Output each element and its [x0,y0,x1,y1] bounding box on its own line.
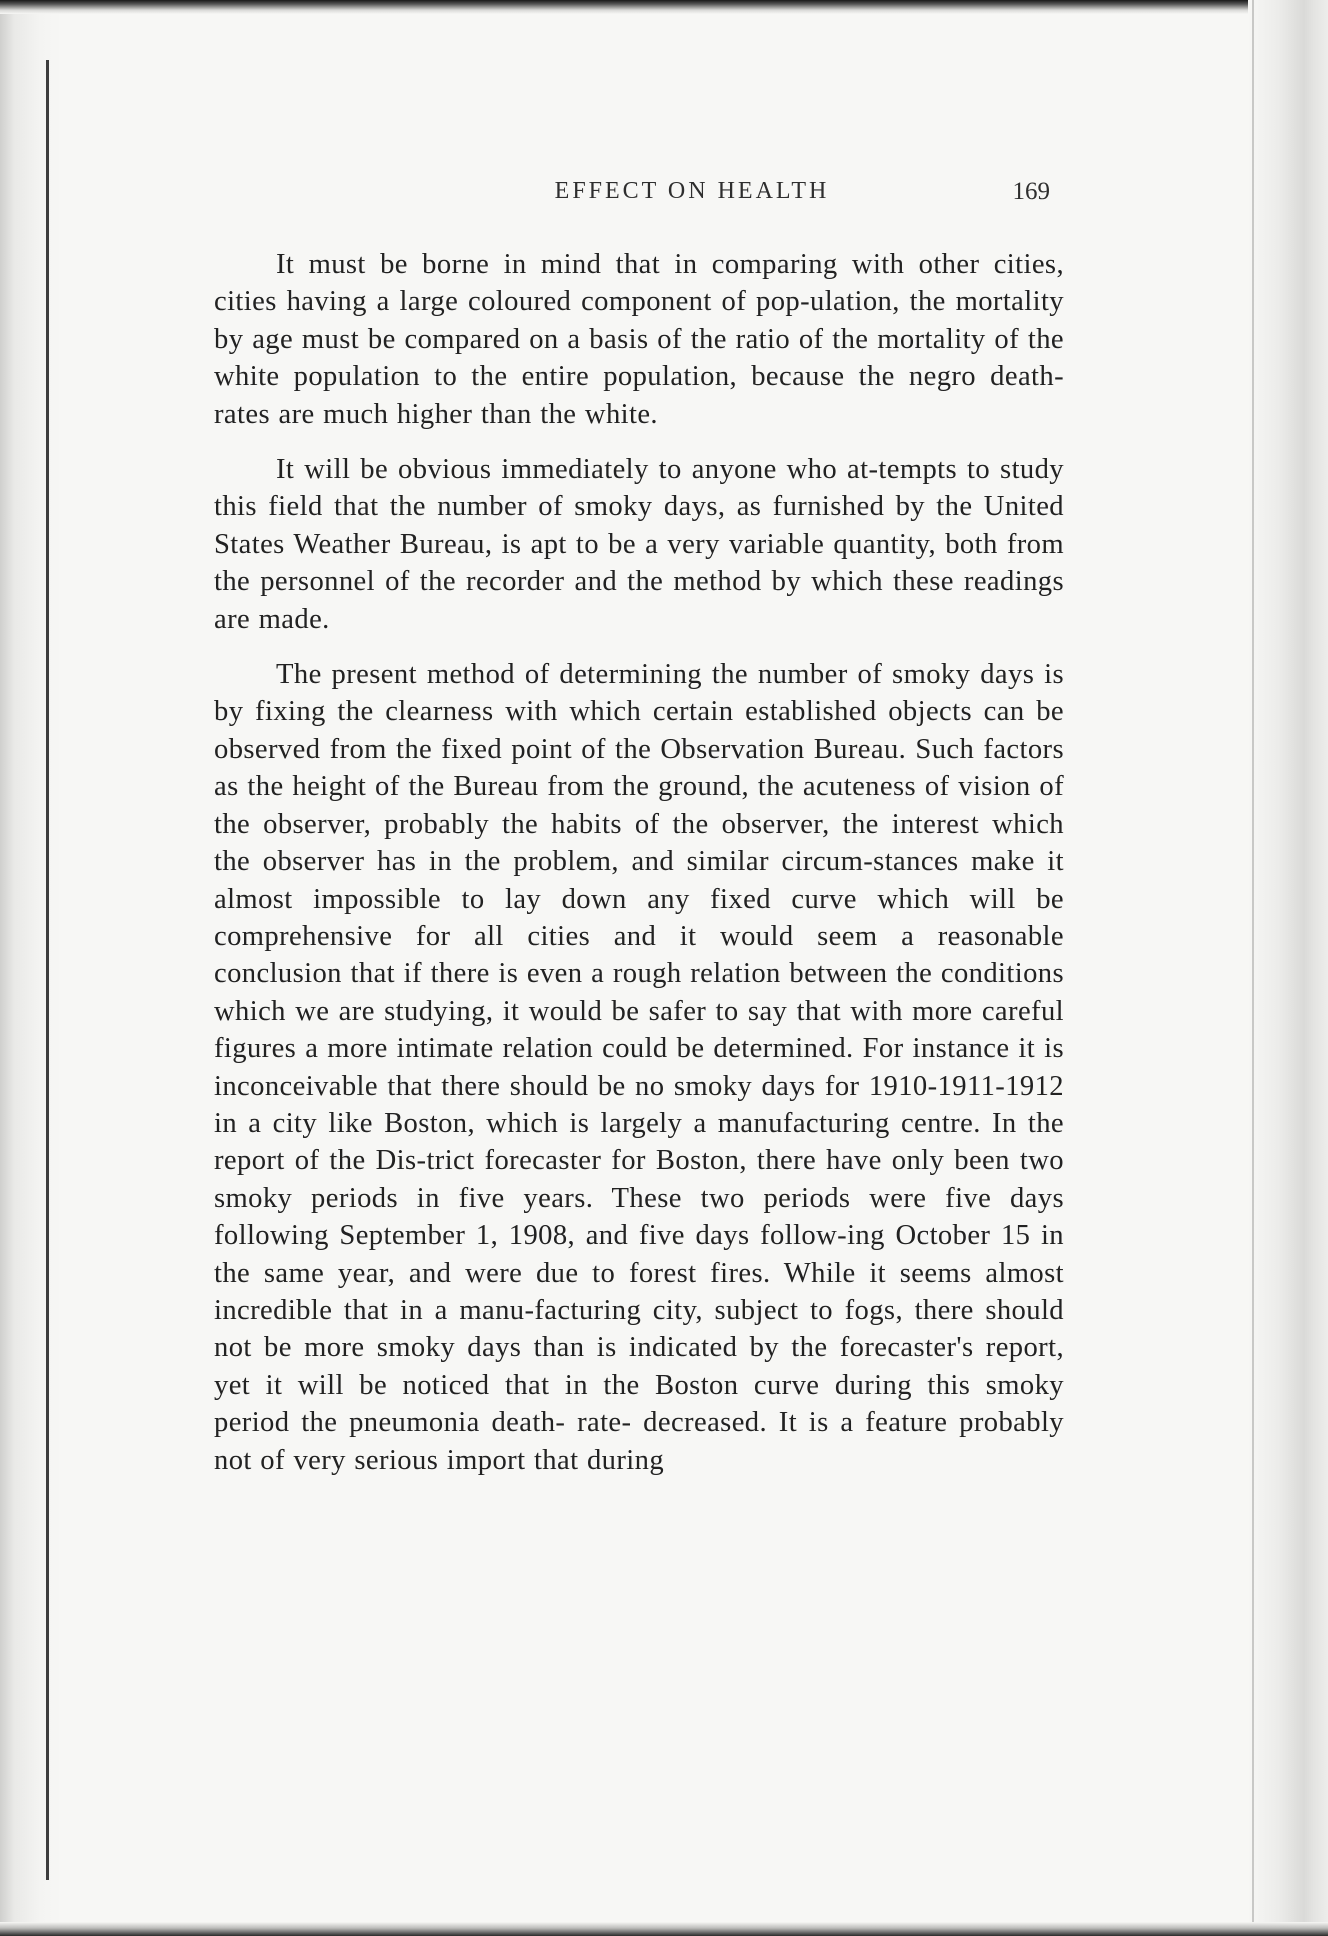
bottom-scan-edge [0,1922,1328,1936]
paragraph-1: It must be borne in mind that in comparing with other cities, cities having a large coloured component of pop-ulation, the mortality by age must be compared on a basis of the ratio of the mortality of the white population to the entire population, because the negro death-rates are much higher than the white. [214,249,1064,430]
page-number: 169 [1012,178,1050,205]
right-page-edge-line [1252,0,1254,1936]
right-scan-edge [1248,0,1328,1936]
binding-shadow [0,0,62,1936]
body-text [214,246,1064,1497]
page-header [214,178,1050,214]
top-scan-edge [0,0,1328,14]
running-head: EFFECT ON HEALTH [554,178,830,204]
binding-edge-line [46,60,49,1880]
paragraph-2: It will be obvious immediately to anyone who at-tempts to study this field that the number of smoky days, as furnished by the United States Weather Bureau, is apt to be a very variable quantity, both from the personnel of the recorder and the method by which these readings are made. [214,454,1064,635]
paragraph-3: The present method of determining the number of smoky days is by fixing the clearness with which certain established objects can be observed from the fixed point of the Observation Bureau. Such factors as the height of the Bureau from the ground, the acuteness of vision of the observer, probably the habits of the observer, the interest which the observer has in the problem, and similar circum-stances make it almost impossible to lay down any fixed curve which will be comprehensive for all cities and it would seem a reasonable conclusion that if there is even a rough relation between the conditions which we are studying, it would be safer to say that with more careful figures a more intimate relation could be determined. For instance it is inconceivable that there should be no smoky days for 1910-1911-1912 in a city like Boston, which is largely a manufacturing centre. In the report of the Dis-trict forecaster for Boston, there have only been two smoky periods in five years. These two periods were five days following September 1, 1908, and five days follow-ing October 15 in the same year, and were due to forest fires. While it seems almost incredible that in a manu-facturing city, subject to fogs, there should not be more smoky days than is indicated by the forecaster's report, yet it will be noticed that in the Boston curve during this smoky period the pneumonia death- rate- decreased. It is a feature probably not of very serious import that during [214,659,1064,1476]
